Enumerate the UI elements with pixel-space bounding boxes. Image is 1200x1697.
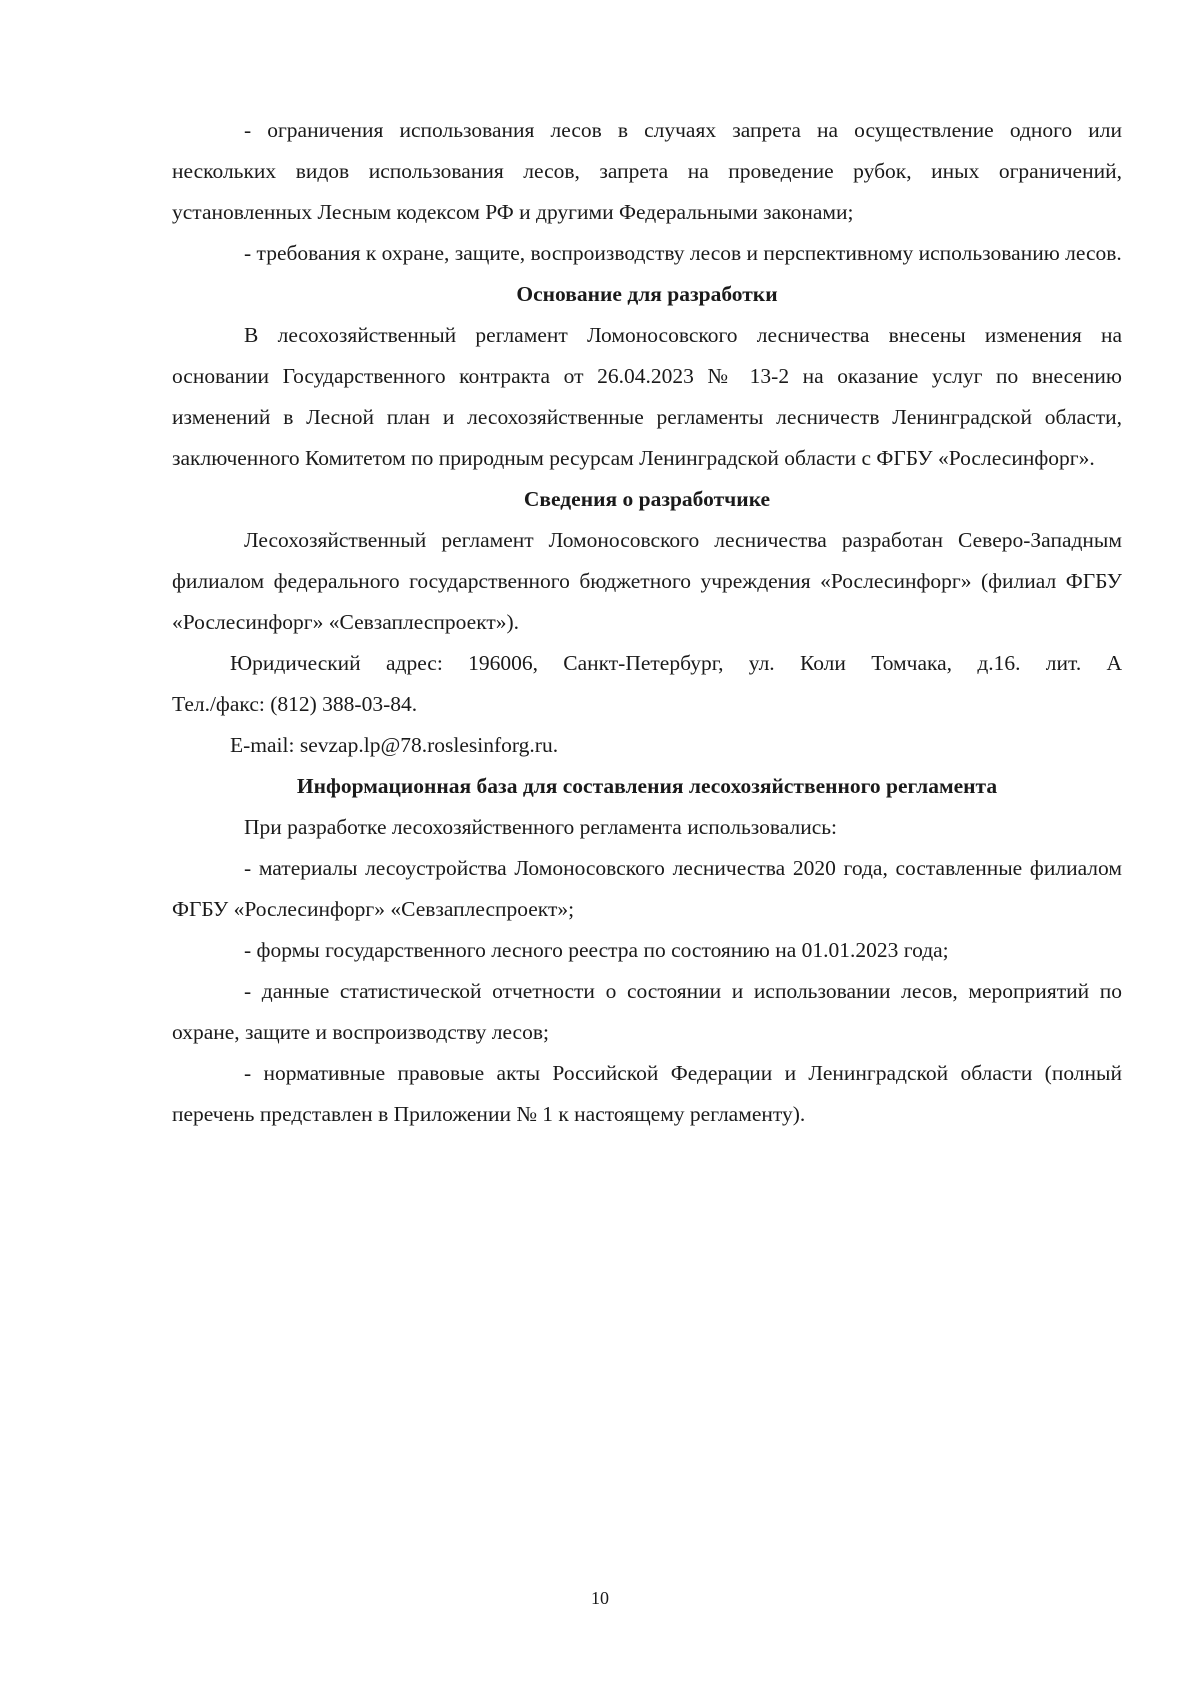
heading-basis: Основание для разработки [516, 282, 778, 306]
document-page [172, 110, 1122, 1135]
basis-paragraph: В лесохозяйственный регламент Ломоносовского лесничества внесены изменения на основании Государственного контракта от 26.04.2023 № 13-2 на оказание услуг по внесению изменений в Лесной план и лесохозяйственные регламенты лесничеств Ленинградской области, заключенного Комитетом по природным ресурсам Ленинградской области с ФГБУ «Рослесинфорг». [172, 323, 1122, 470]
intro-paragraph-restrictions: - ограничения использования лесов в случаях запрета на осуществление одного или нескольких видов использования лесов, запрета на проведение рубок, иных ограничений, установленных Лесным кодексом РФ и другими Федеральными законами; [172, 118, 1122, 224]
infobase-item: - формы государственного лесного реестра по состоянию на 01.01.2023 года; [244, 938, 949, 962]
infobase-item: - материалы лесоустройства Ломоносовского лесничества 2020 года, составленные филиалом ФГБУ «Рослесинфорг» «Севзаплеспроект»; [172, 856, 1122, 921]
infobase-item: - данные статистической отчетности о состоянии и использовании лесов, мероприятий по охране, защите и воспроизводству лесов; [172, 979, 1122, 1044]
infobase-item: - нормативные правовые акты Российской Федерации и Ленинградской области (полный перечень представлен в Приложении № 1 к настоящему регламенту). [172, 1061, 1122, 1126]
developer-paragraph: Лесохозяйственный регламент Ломоносовского лесничества разработан Северо-Западным филиалом федерального государственного бюджетного учреждения «Рослесинфорг» (филиал ФГБУ «Рослесинфорг» «Севзаплеспроект»). [172, 528, 1122, 634]
developer-phone: Тел./факс: (812) 388-03-84. [172, 692, 418, 716]
heading-infobase: Информационная база для составления лесохозяйственного регламента [296, 774, 998, 798]
page-number: 10 [591, 1588, 609, 1608]
intro-paragraph-requirements: - требования к охране, защите, воспроизводству лесов и перспективному использованию лесов. [244, 241, 1122, 265]
developer-address: Юридический адрес: 196006, Санкт-Петербург, ул. Коли Томчака, д.16. лит. А [230, 651, 1122, 675]
developer-email: E-mail: sevzap.lp@78.roslesinforg.ru. [230, 733, 559, 757]
infobase-lead: При разработке лесохозяйственного регламента использовались: [244, 815, 838, 839]
heading-developer: Сведения о разработчике [523, 487, 771, 511]
